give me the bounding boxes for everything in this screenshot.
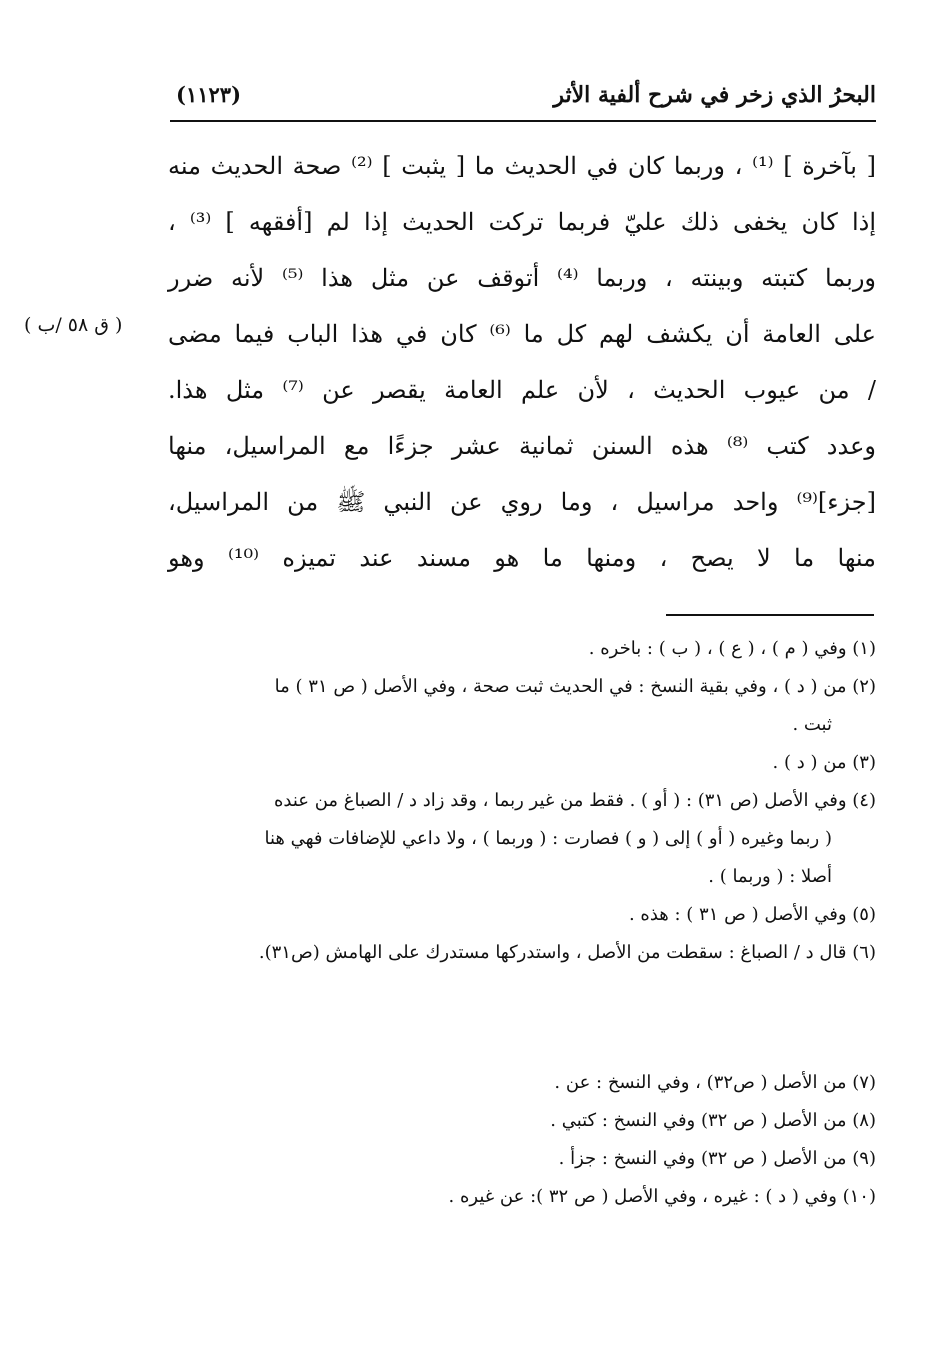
running-title: البحرُ الذي زخر في شرح ألفية الأثر bbox=[553, 82, 876, 108]
main-body-text bbox=[168, 138, 876, 586]
body-line: / من عيوب الحديث ، لأن علم العامة يقصر عن ⁽⁷⁾ مثل هذا. bbox=[168, 376, 876, 404]
footnote-continuation: ثبت . bbox=[792, 714, 832, 735]
footnote: (١) وفي ( م ) ، ( ع ) ، ( ب ) : باخره . bbox=[588, 638, 876, 659]
footnote-separator bbox=[666, 614, 874, 616]
footnote: (٢) من ( د ) ، وفي بقية النسخ : في الحديث ثبت صحة ، وفي الأصل ( ص ٣١ ) ما bbox=[274, 676, 876, 697]
margin-manuscript-note: ( ق ٥٨ /ب ) bbox=[24, 314, 123, 336]
body-line: على العامة أن يكشف لهم كل ما ⁽⁶⁾ كان في هذا الباب فيما مضى bbox=[168, 320, 876, 348]
page-number: (١١٢٣) bbox=[176, 82, 241, 107]
header-rule bbox=[170, 120, 876, 122]
footnote-continuation: أصلا : ( وربما ) . bbox=[708, 866, 832, 887]
body-line: وعدد كتب ⁽⁸⁾ هذه السنن ثمانية عشر جزءًا مع المراسيل، منها bbox=[168, 432, 876, 460]
footnote: (٨) من الأصل ( ص ٣٢) وفي النسخ : كتبي . bbox=[550, 1110, 876, 1131]
page-header bbox=[170, 78, 876, 118]
footnote: (١٠) وفي ( د ) : غيره ، وفي الأصل ( ص ٣٢ ): عن غيره . bbox=[448, 1186, 876, 1207]
footnote: (٧) من الأصل ( ص٣٢) ، وفي النسخ : عن . bbox=[554, 1072, 876, 1093]
footnotes-section-continued bbox=[168, 1064, 876, 1216]
footnote-continuation: ( ربما وغيره ( أو ) إلى ( و ) فصارت : ( وربما ) ، ولا داعي للإضافات فهي هنا bbox=[264, 828, 832, 849]
footnotes-section bbox=[168, 630, 876, 972]
body-line: [ بآخرة ] ⁽¹⁾ ، وربما كان في الحديث ما [ يثبت ] ⁽²⁾ صحة الحديث منه bbox=[168, 152, 876, 180]
body-line: منها ما لا يصح ، ومنها ما هو مسند عند تميزه ⁽¹⁰⁾ وهو bbox=[168, 544, 876, 572]
body-line: وربما كتبته وبينته ، وربما ⁽⁴⁾ أتوقف عن مثل هذا ⁽⁵⁾ لأنه ضرر bbox=[168, 264, 877, 292]
body-line: [جزء]⁽⁹⁾ واحد مراسيل ، وما روي عن النبي ﷺ من المراسيل، bbox=[168, 488, 876, 516]
body-line: إذا كان يخفى ذلك عليّ فربما تركت الحديث إذا لم [أفقهه ] ⁽³⁾ ، bbox=[168, 208, 876, 236]
footnote: (٤) وفي الأصل (ص ٣١) : ( أو ) . فقط من غير ربما ، وقد زاد د / الصباغ من عنده bbox=[273, 790, 876, 811]
footnote: (٦) قال د / الصباغ : سقطت من الأصل ، واستدركها مستدرك على الهامش (ص٣١). bbox=[258, 942, 876, 963]
footnote: (٣) من ( د ) . bbox=[772, 752, 876, 773]
footnote: (٥) وفي الأصل ( ص ٣١ ) : هذه . bbox=[628, 904, 876, 925]
footnote: (٩) من الأصل ( ص ٣٢) وفي النسخ : جزأ . bbox=[558, 1148, 876, 1169]
